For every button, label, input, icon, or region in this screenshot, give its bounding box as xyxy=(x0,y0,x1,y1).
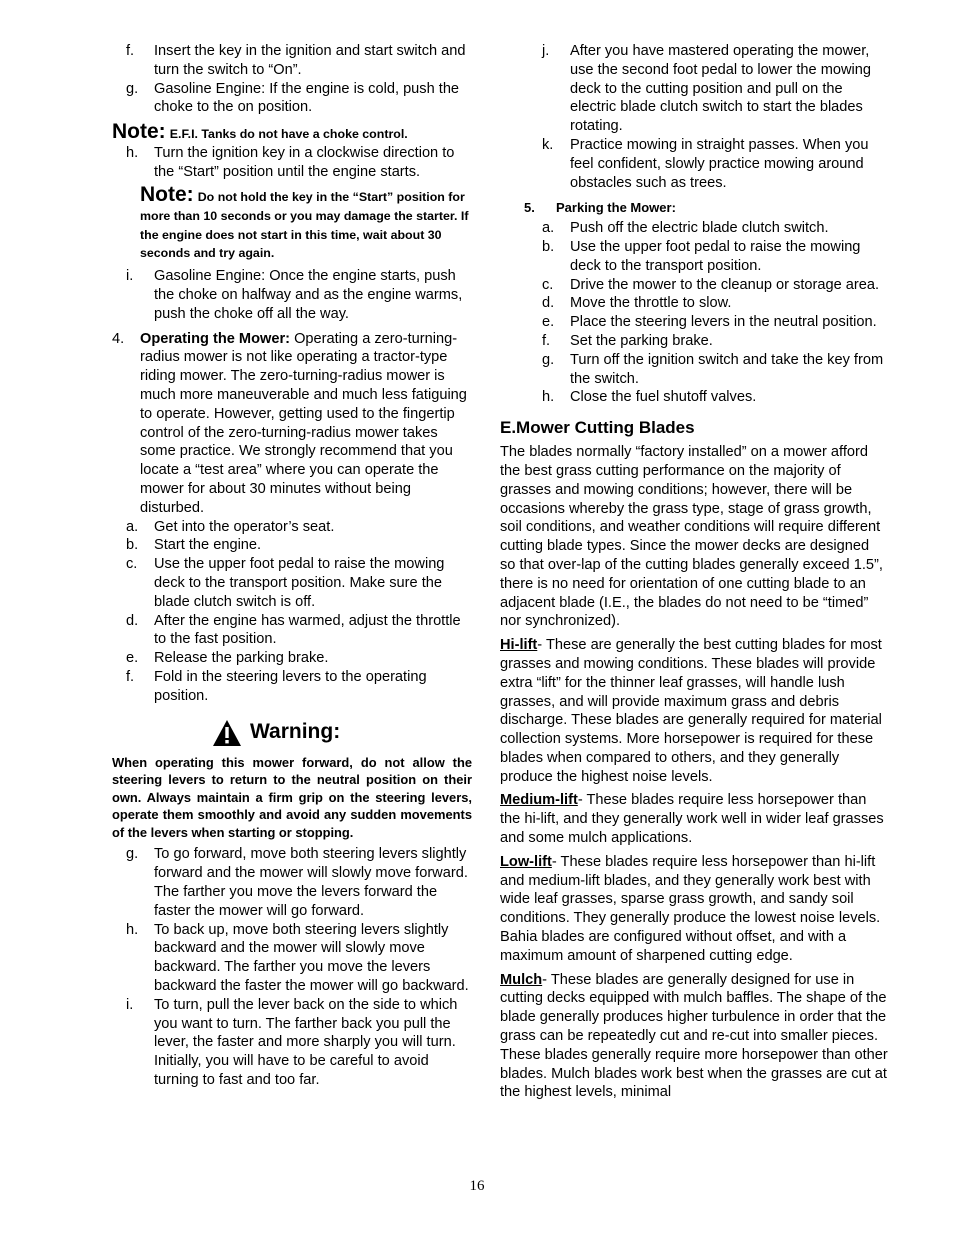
item-text: Set the parking brake. xyxy=(570,332,713,349)
item-marker: f. xyxy=(542,332,551,349)
step-item-h xyxy=(500,388,888,407)
blade-text: - These blades require less horsepower than hi-lift and medium-lift blades, and they generally work best with wide leaf grasses, sparse grass growth, and sandy soil conditions. They generally produce the lowest noise levels. Bahia blades are configured without offset, and with a maximum amount of sharpened cutting edge. xyxy=(500,853,881,964)
page-number: 16 xyxy=(469,1178,485,1194)
item-text: Drive the mower to the cleanup or storage area. xyxy=(570,276,880,293)
step-item-h xyxy=(112,921,472,996)
warning-text: When operating this mower forward, do not allow the steering levers to return to the neutral position on their own. Always maintain a firm grip on the steering levers, operate them smoothly and avoid any sudden movements of the levers when starting or stopping. xyxy=(112,754,472,840)
step-item-a xyxy=(112,518,472,537)
step-text: Operating a zero-turning-radius mower is not like operating a tractor-type riding mower. The zero-turning-radius mower is much more maneuverable and much less fatiguing to operate. However, getting used to the fingertip control of the zero-turning-radius mower takes some practice. We strongly recommend that you locate a “test area” where you can operate the mower for about 30 minutes without being disturbed. xyxy=(140,330,467,516)
item-marker: h. xyxy=(126,921,139,938)
warning-title: Warning: xyxy=(250,720,341,744)
item-marker: c. xyxy=(126,556,138,573)
item-text: After the engine has warmed, adjust the throttle to the fast position. xyxy=(154,612,461,648)
item-marker: a. xyxy=(542,220,555,237)
item-marker: e. xyxy=(126,650,139,667)
item-text: Gasoline Engine: If the engine is cold, push the choke to the on position. xyxy=(154,80,460,116)
item-text: Gasoline Engine: Once the engine starts, push the choke on halfway and as the engine warms, push the choke off all the way. xyxy=(154,268,463,322)
item-marker: e. xyxy=(542,314,555,331)
step-item-f xyxy=(112,668,472,706)
blade-term: Hi-lift xyxy=(500,637,538,654)
item-marker: d. xyxy=(542,295,555,312)
step-item-g xyxy=(112,845,472,920)
step-item-j xyxy=(500,42,888,136)
blade-low-lift xyxy=(500,853,888,966)
item-text: To back up, move both steering levers slightly backward and the mower will slowly move backward. The farther you move the levers backward the faster the mower will go backward. xyxy=(154,921,469,995)
item-marker: h. xyxy=(126,145,139,162)
step-item-e xyxy=(112,649,472,668)
item-text: Place the steering levers in the neutral position. xyxy=(570,314,877,331)
item-text: To go forward, move both steering levers slightly forward and the mower will slowly move forward. The farther you move the levers forward the faster the mower will go forward. xyxy=(154,846,468,919)
warning-heading xyxy=(112,718,472,748)
item-marker: f. xyxy=(126,668,135,685)
note-start-key xyxy=(112,183,472,263)
step-item-e xyxy=(500,313,888,332)
item-marker: g. xyxy=(126,846,139,863)
item-marker: b. xyxy=(542,238,555,255)
item-text: Turn off the ignition switch and take the key from the switch. xyxy=(570,351,884,387)
note-label: Note: xyxy=(140,182,194,206)
step-item-h xyxy=(112,144,472,182)
step-item-i xyxy=(112,996,472,1090)
item-marker: i. xyxy=(126,996,134,1013)
step-item-c xyxy=(112,555,472,611)
item-text: Fold in the steering levers to the operating position. xyxy=(154,668,427,704)
step-item-g xyxy=(112,80,472,118)
step-number: 5. xyxy=(524,200,535,216)
section-heading: E.Mower Cutting Blades xyxy=(500,418,695,438)
step-5-parking xyxy=(500,199,888,218)
blade-hi-lift xyxy=(500,636,888,786)
step-item-d xyxy=(112,612,472,650)
item-text: Move the throttle to slow. xyxy=(570,295,732,312)
item-text: Release the parking brake. xyxy=(154,650,329,667)
item-marker: d. xyxy=(126,612,139,629)
item-text: Start the engine. xyxy=(154,537,262,554)
item-text: Close the fuel shutoff valves. xyxy=(570,389,757,406)
right-column xyxy=(500,42,888,1102)
step-item-c xyxy=(500,276,888,295)
item-marker: c. xyxy=(542,276,554,293)
item-text: After you have mastered operating the mower, use the second foot pedal to lower the mowing deck to the cutting position and pull on the electric blade clutch switch to start the blades rotating. xyxy=(570,43,871,135)
item-marker: g. xyxy=(542,351,555,368)
blade-text: - These blades are generally designed for use in cutting decks equipped with mulch baffles. The shape of the blade generally produces higher turbulence in order that the grass can be repeatedly cut and re-cut into smaller pieces. These blades generally require more horsepower than other blades. Mulch blades work best when the grasses are cut at the highest levels, minimal xyxy=(500,971,888,1101)
item-marker: k. xyxy=(542,136,554,153)
note-label: Note: xyxy=(112,120,166,144)
step-item-i xyxy=(112,267,472,323)
item-marker: i. xyxy=(126,268,134,285)
item-text: Turn the ignition key in a clockwise direction to the “Start” position until the engine starts. xyxy=(154,145,455,180)
blade-mulch xyxy=(500,971,888,1103)
step-item-f xyxy=(112,42,472,80)
note-efi xyxy=(112,120,472,144)
step-item-g xyxy=(500,351,888,389)
step-item-a xyxy=(500,219,888,238)
item-marker: f. xyxy=(126,43,135,59)
note-text: E.F.I. Tanks do not have a choke control. xyxy=(169,127,408,142)
item-text: Practice mowing in straight passes. When you feel confident, slowly practice mowing around obstacles such as trees. xyxy=(570,136,869,191)
step-item-d xyxy=(500,294,888,313)
item-text: Push off the electric blade clutch switch. xyxy=(570,220,829,237)
step-title: Parking the Mower: xyxy=(556,200,676,216)
item-marker: b. xyxy=(126,537,139,554)
blade-term: Mulch xyxy=(500,971,543,988)
item-text: Use the upper foot pedal to raise the mowing deck to the transport position. xyxy=(570,238,861,274)
item-text: Insert the key in the ignition and start switch and turn the switch to “On”. xyxy=(154,43,466,78)
item-text: To turn, pull the lever back on the side to which you want to turn. The farther back you pull the lever, the faster and more sharply you will turn. Initially, you will have to be careful to avoid turning to fast and too far. xyxy=(154,996,458,1089)
step-4-operating xyxy=(112,330,472,518)
step-item-b xyxy=(500,238,888,276)
blade-term: Medium-lift xyxy=(500,792,578,809)
item-text: Use the upper foot pedal to raise the mowing deck to the transport position. Make sure the blade clutch switch is off. xyxy=(154,556,445,610)
note-text: Do not hold the key in the “Start” position for more than 10 seconds or you may damage the starter. If the engine does not start in this time, wait about 30 seconds and try again. xyxy=(140,189,469,261)
warning-triangle-icon xyxy=(212,719,242,747)
left-column xyxy=(112,42,472,1090)
blade-term: Low-lift xyxy=(500,853,552,870)
item-text: Get into the operator’s seat. xyxy=(154,518,335,535)
step-number: 4. xyxy=(112,330,125,347)
blade-text: - These blades require less horsepower than the hi-lift, and they generally work well in wider leaf grasses and some mulch applications. xyxy=(500,792,884,847)
step-item-k xyxy=(500,136,888,192)
intro-paragraph: The blades normally “factory installed” on a mower afford the best grass cutting performance on the majority of grasses and mowing conditions; however, there will be occasions whereby the grass type, stage of grass growth, soil conditions, and weather conditions will require different cutting blade types. Since the mower decks are designed so that over-lap of the cutting blades generally exceed 1.5”, there is no need for orientation of one cutting blade to an adjacent blade (I.E., the blades do not need to be “timed” nor synchronized). xyxy=(500,444,883,630)
item-marker: j. xyxy=(542,43,550,59)
item-marker: h. xyxy=(542,389,555,406)
step-title: Operating the Mower: xyxy=(140,330,290,347)
step-item-b xyxy=(112,536,472,555)
step-item-f xyxy=(500,332,888,351)
blade-medium-lift xyxy=(500,791,888,847)
item-marker: a. xyxy=(126,518,139,535)
blade-text: - These are generally the best cutting blades for most grasses and mowing conditions. These blades will provide extra “lift” for the thinner leaf grasses, will handle lush grasses, and will provide maximum grass and debris discharge. These blades are generally required for material collection systems. More horsepower is required for these blades when compared to others, and they generally produce the highest noise levels. xyxy=(500,637,882,785)
item-marker: g. xyxy=(126,80,139,97)
